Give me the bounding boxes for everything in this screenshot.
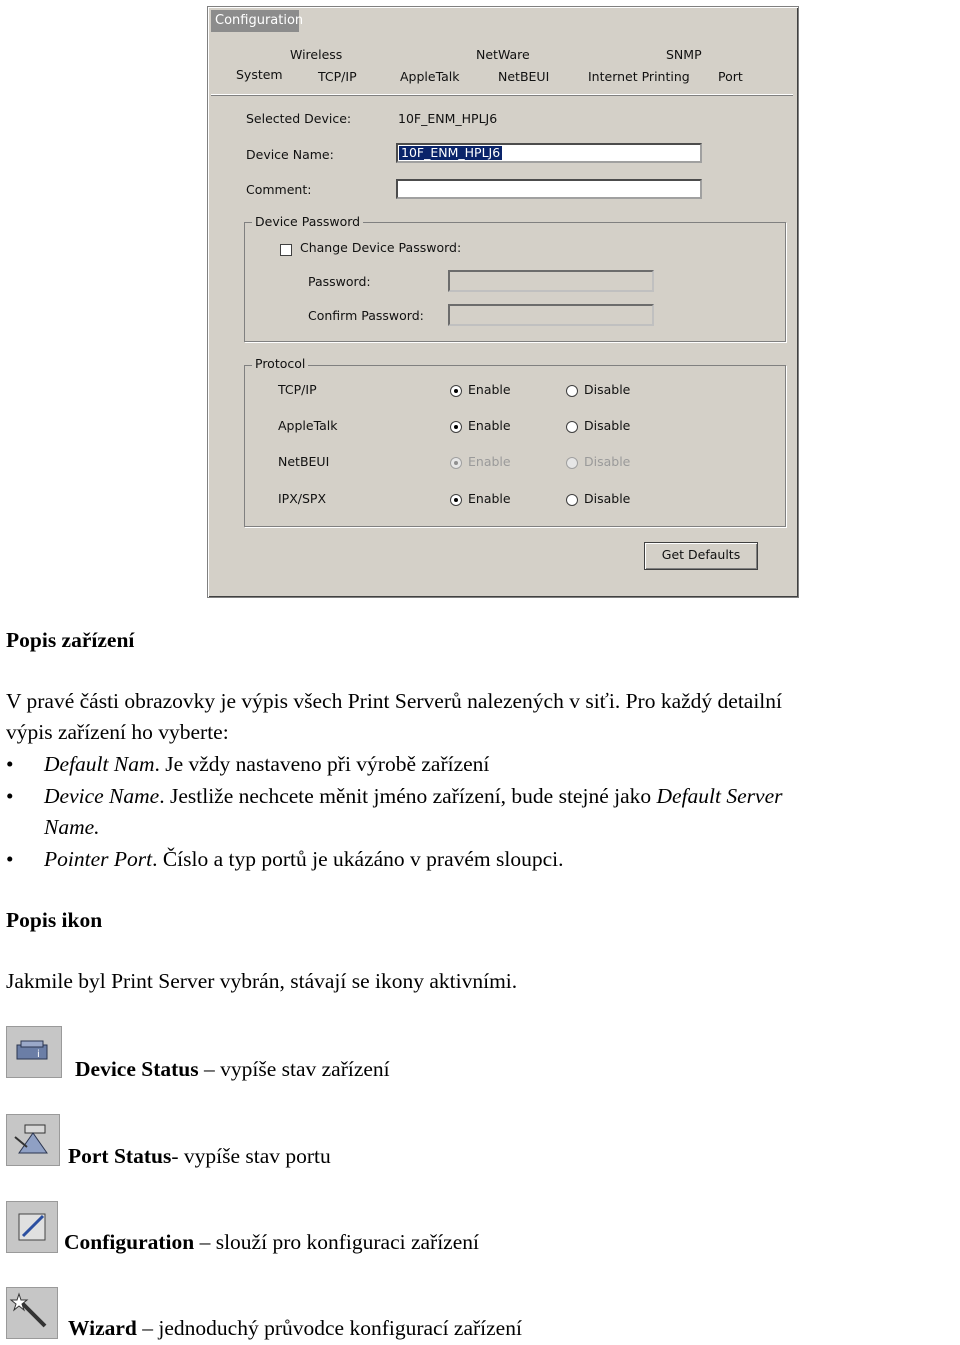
heading-popis-ikon: Popis ikon (6, 908, 103, 932)
comment-label: Comment: (246, 182, 312, 197)
protocol-name: AppleTalk (278, 418, 338, 433)
tcpip-disable-radio[interactable] (566, 385, 578, 397)
bullet-term: Default Nam (44, 752, 155, 776)
tab-divider (211, 94, 793, 96)
item-label: Wizard (68, 1316, 137, 1340)
tab-netbeui[interactable]: NetBEUI (498, 69, 550, 84)
bullet-term: Device Name (44, 784, 160, 808)
bullet-text: . Je vždy nastaveno při výrobě zařízení (154, 752, 490, 776)
appletalk-enable-label: Enable (468, 418, 511, 433)
bullet-text: . Jestliže nechcete měnit jméno zařízení, bude stejné jako (159, 784, 657, 808)
netbeui-disable-radio (566, 457, 578, 469)
netbeui-disable-label: Disable (584, 454, 631, 469)
get-defaults-button[interactable]: Get Defaults (644, 542, 758, 570)
bullet-term: Default Server (656, 784, 783, 808)
confirm-password-label: Confirm Password: (308, 308, 424, 323)
device-status-item (75, 1057, 390, 1082)
device-name-field[interactable] (396, 143, 702, 163)
tab-tcpip[interactable]: TCP/IP (318, 69, 357, 84)
port-status-item (68, 1144, 331, 1169)
tab-wireless[interactable]: Wireless (290, 47, 343, 62)
item-label: Device Status (75, 1057, 199, 1081)
ipxspx-disable-label: Disable (584, 491, 631, 506)
heading-popis-zarizeni: Popis zařízení (6, 628, 135, 652)
tab-port[interactable]: Port (718, 69, 743, 84)
wizard-icon (6, 1287, 58, 1339)
item-desc: - vypíše stav portu (171, 1144, 331, 1168)
paragraph-line: V pravé části obrazovky je výpis všech Print Serverů nalezených v siťi. Pro každý detailní (6, 689, 783, 713)
bullet-item (44, 784, 783, 809)
change-password-label: Change Device Password: (300, 240, 462, 255)
paragraph-line: výpis zařízení ho vyberte: (6, 720, 229, 744)
selected-device-label: Selected Device: (246, 111, 352, 126)
netbeui-enable-radio (450, 457, 462, 469)
configuration-item (64, 1230, 479, 1255)
item-desc: – slouží pro konfiguraci zařízení (194, 1230, 479, 1254)
selected-device-value: 10F_ENM_HPLJ6 (398, 111, 498, 126)
ipxspx-enable-radio[interactable] (450, 494, 462, 506)
device-name-input[interactable]: 10F_ENM_HPLJ6 (401, 145, 501, 160)
device-password-legend: Device Password (252, 214, 363, 229)
item-label: Configuration (64, 1230, 195, 1254)
bullet-term: Pointer Port (44, 847, 153, 871)
paragraph-line: Jakmile byl Print Server vybrán, stávají se ikony aktivními. (6, 969, 518, 993)
configuration-icon (6, 1201, 58, 1253)
protocol-name: NetBEUI (278, 454, 330, 469)
configuration-dialog (207, 6, 799, 598)
device-name-label: Device Name: (246, 147, 334, 162)
appletalk-enable-radio[interactable] (450, 421, 462, 433)
tcpip-enable-label: Enable (468, 382, 511, 397)
bullet-icon: • (6, 752, 14, 776)
comment-field[interactable] (396, 179, 702, 199)
bullet-item-continuation: Name. (44, 815, 100, 839)
device-status-icon (6, 1026, 62, 1078)
ipxspx-enable-label: Enable (468, 491, 511, 506)
tcpip-enable-radio[interactable] (450, 385, 462, 397)
password-label: Password: (308, 274, 371, 289)
port-status-icon (6, 1114, 60, 1166)
appletalk-disable-label: Disable (584, 418, 631, 433)
item-desc: – jednoduchý průvodce konfigurací zařízení (136, 1316, 522, 1340)
bullet-text: . Číslo a typ portů je ukázáno v pravém sloupci. (152, 847, 564, 871)
protocol-name: IPX/SPX (278, 491, 327, 506)
protocol-name: TCP/IP (278, 382, 317, 397)
ipxspx-disable-radio[interactable] (566, 494, 578, 506)
item-label: Port Status (68, 1144, 172, 1168)
change-password-checkbox[interactable] (280, 244, 292, 256)
bullet-item (44, 847, 564, 872)
tab-appletalk[interactable]: AppleTalk (400, 69, 460, 84)
appletalk-disable-radio[interactable] (566, 421, 578, 433)
bullet-icon: • (6, 847, 14, 871)
tab-snmp[interactable]: SNMP (666, 47, 702, 62)
bullet-icon: • (6, 784, 14, 808)
confirm-password-field[interactable] (448, 304, 654, 326)
svg-text:i: i (37, 1049, 40, 1060)
netbeui-enable-label: Enable (468, 454, 511, 469)
bullet-item (44, 752, 489, 777)
dialog-title: Configuration (211, 10, 299, 32)
tab-netware[interactable]: NetWare (476, 47, 530, 62)
protocol-legend: Protocol (252, 356, 308, 371)
tab-system[interactable]: System (236, 67, 283, 82)
tab-internet-printing[interactable]: Internet Printing (588, 69, 690, 84)
item-desc: – vypíše stav zařízení (198, 1057, 390, 1081)
password-field[interactable] (448, 270, 654, 292)
wizard-item (68, 1316, 522, 1341)
tcpip-disable-label: Disable (584, 382, 631, 397)
